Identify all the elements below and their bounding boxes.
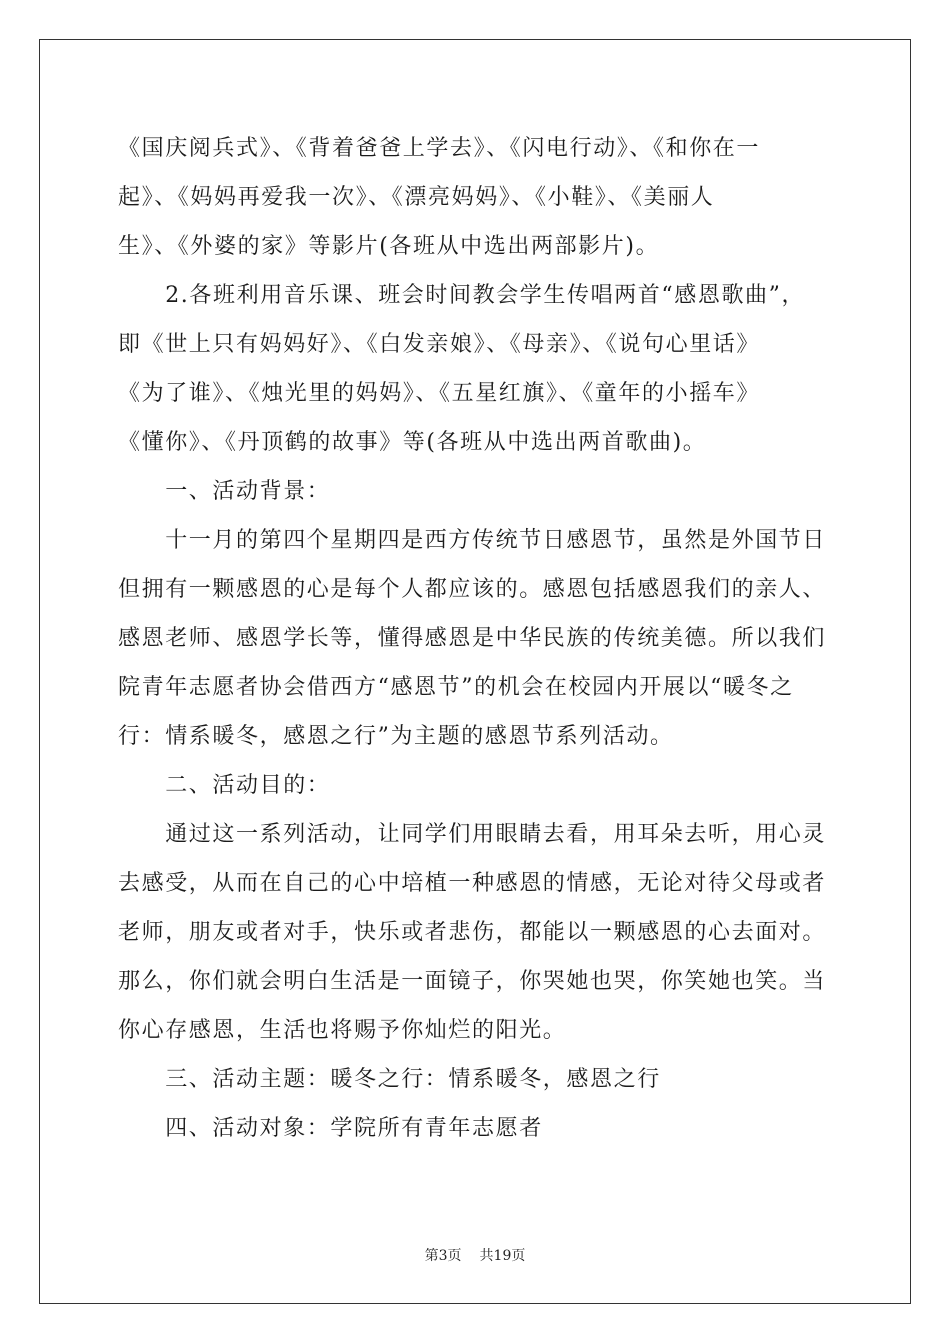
text-line: 通过这一系列活动，让同学们用眼睛去看，用耳朵去听，用心灵: [118, 822, 827, 847]
page-footer: [0, 1245, 950, 1265]
document-body: [118, 124, 834, 1153]
section-heading: 一、活动背景：: [118, 479, 331, 504]
text-line: 十一月的第四个星期四是西方传统节日感恩节，虽然是外国节日: [118, 528, 827, 553]
text-line: 老师，朋友或者对手，快乐或者悲伤，都能以一颗感恩的心去面对。: [118, 920, 827, 945]
page-number: 第3页: [424, 1248, 462, 1264]
text-line: 生》、《外婆的家》等影片(各班从中选出两部影片)。: [118, 234, 660, 259]
section-heading: 二、活动目的：: [118, 773, 331, 798]
text-line: 《国庆阅兵式》、《背着爸爸上学去》、《闪电行动》、《和你在一: [118, 136, 761, 161]
text-line: 你心存感恩，生活也将赐予你灿烂的阳光。: [118, 1018, 567, 1043]
text-line: 《为了谁》、《烛光里的妈妈》、《五星红旗》、《童年的小摇车》: [118, 381, 761, 406]
text-line: 《懂你》、《丹顶鹤的故事》等(各班从中选出两首歌曲)。: [118, 430, 707, 455]
text-line: 感恩老师、感恩学长等，懂得感恩是中华民族的传统美德。所以我们: [118, 626, 827, 651]
page-total: 共19页: [479, 1248, 526, 1264]
text-line: 那么，你们就会明白生活是一面镜子，你哭她也哭，你笑她也笑。当: [118, 969, 827, 994]
text-line: 去感受，从而在自己的心中培植一种感恩的情感，无论对待父母或者: [118, 871, 827, 896]
text-line: 但拥有一颗感恩的心是每个人都应该的。感恩包括感恩我们的亲人、: [118, 577, 827, 602]
text-line: 行：情系暖冬，感恩之行”为主题的感恩节系列活动。: [118, 724, 674, 749]
text-line: 院青年志愿者协会借西方“感恩节”的机会在校园内开展以“暖冬之: [118, 675, 794, 700]
text-line: 起》、《妈妈再爱我一次》、《漂亮妈妈》、《小鞋》、《美丽人: [118, 185, 715, 210]
text-line: 2.各班利用音乐课、班会时间教会学生传唱两首“感恩歌曲”，: [118, 283, 806, 308]
text-line: 即《世上只有妈妈好》、《白发亲娘》、《母亲》、《说句心里话》: [118, 332, 761, 357]
section-heading: 三、活动主题：暖冬之行：情系暖冬，感恩之行: [118, 1067, 661, 1092]
section-heading: 四、活动对象：学院所有青年志愿者: [118, 1116, 543, 1141]
